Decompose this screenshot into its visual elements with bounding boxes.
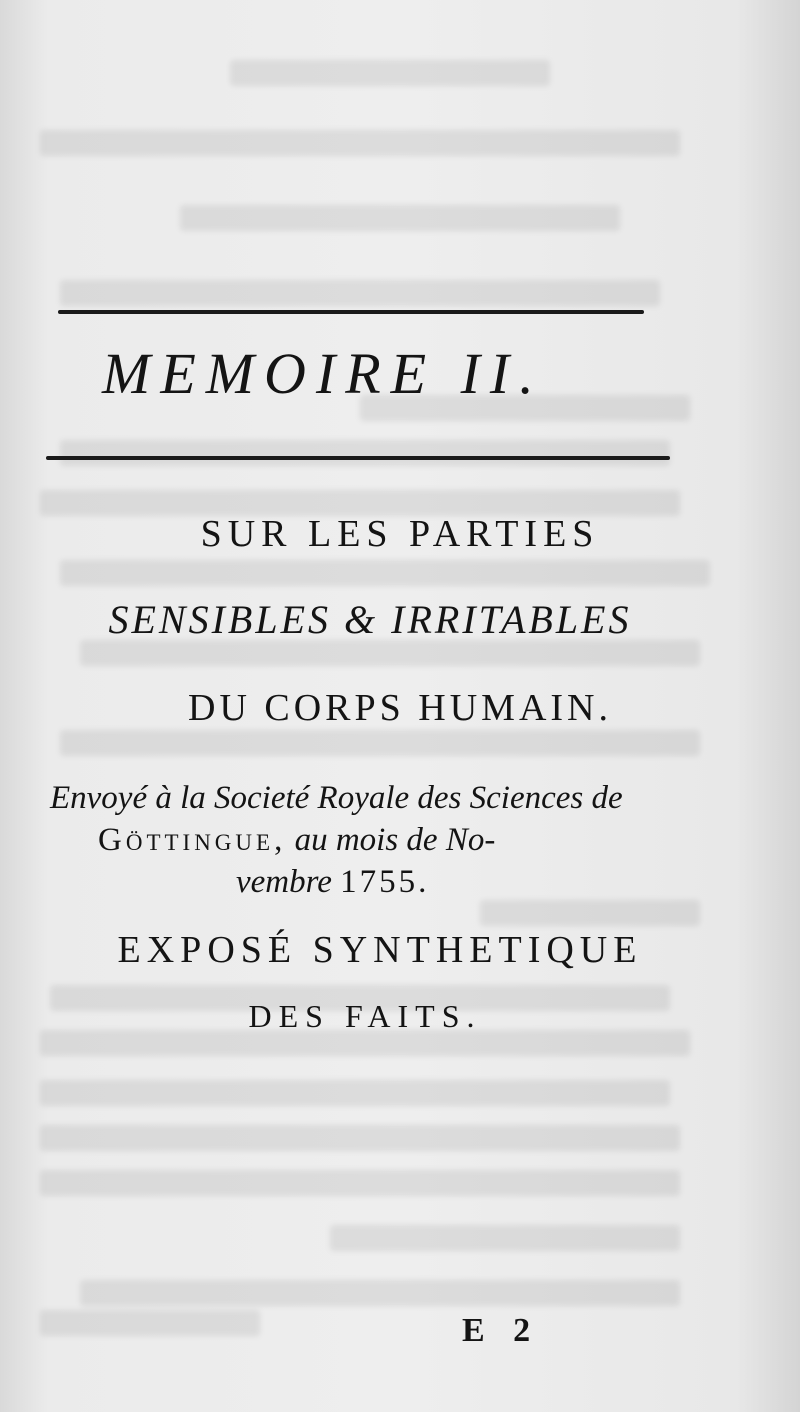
subject-line-1: SUR LES PARTIES — [200, 513, 600, 555]
memoire-title: MEMOIRE II. — [102, 341, 544, 406]
bottom-rule — [46, 456, 670, 460]
dedication-line-2 — [98, 822, 495, 859]
dedication-month-end: vembre — [236, 864, 341, 900]
dedication-line-3 — [236, 864, 429, 901]
dedication-line-1: Envoyé à la Societé Royale des Sciences de — [50, 780, 623, 816]
dedication-date-part: au mois de No- — [286, 822, 496, 858]
subject-line-3: DU CORPS HUMAIN. — [188, 687, 612, 729]
subject-line-2: SENSIBLES & IRRITABLES — [108, 597, 632, 642]
dedication-city: Göttingue, — [98, 822, 287, 858]
section-heading-line-2: DES FAITS. — [248, 998, 482, 1034]
signature-mark: E 2 — [462, 1312, 541, 1349]
top-rule — [58, 310, 644, 314]
dedication-year: 1755. — [340, 864, 430, 900]
section-heading-line-1: EXPOSÉ SYNTHETIQUE — [117, 929, 643, 971]
